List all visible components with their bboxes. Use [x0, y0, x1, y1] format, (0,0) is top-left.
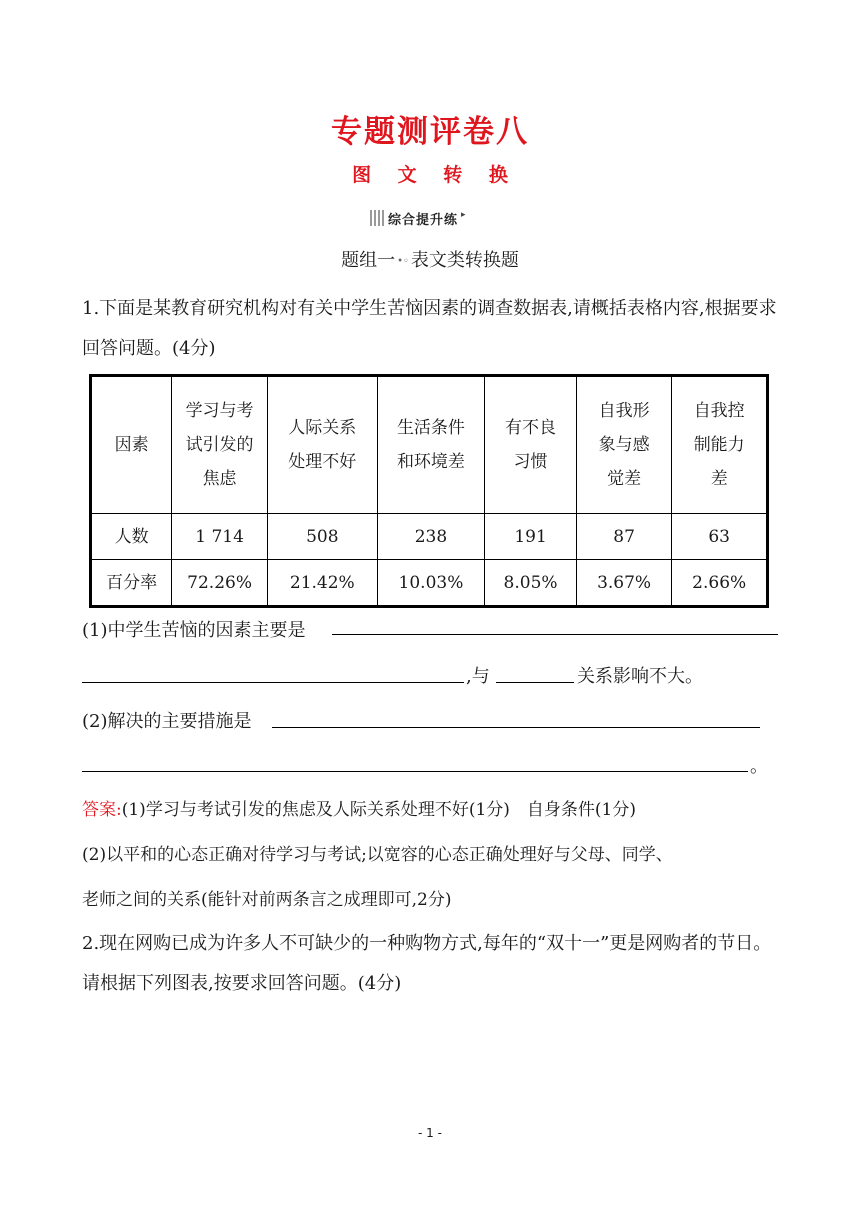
answer-blank-2a[interactable] — [272, 727, 760, 728]
table-cell: 72.26% — [172, 560, 268, 607]
header-cell: 自我控制能力差 — [672, 376, 768, 514]
sub1-suffix: 关系影响不大。 — [577, 666, 703, 687]
table-cell: 238 — [377, 514, 485, 560]
badge-arrow-icon: ▸ — [461, 210, 466, 220]
sub2-prefix: (2)解决的主要措施是 — [82, 711, 252, 732]
answer-line-1 — [82, 795, 636, 820]
table-cell: 2.66% — [672, 560, 768, 607]
header-cell: 学习与考试引发的焦虑 — [172, 376, 268, 514]
section-badge — [370, 208, 488, 228]
page-title: 专题测评卷八 — [331, 114, 529, 150]
answer-blank-1b[interactable] — [82, 682, 464, 683]
group-dots-icon: •◦ — [397, 255, 409, 267]
table-row — [91, 560, 768, 607]
table-cell: 百分率 — [91, 560, 172, 607]
group-suffix: 表文类转换题 — [410, 250, 519, 271]
table-cell: 508 — [267, 514, 377, 560]
answer-blank-1a[interactable] — [332, 634, 778, 635]
answer-line-3: 老师之间的关系(能针对前两条言之成理即可,2分) — [82, 890, 452, 910]
badge-label: 综合提升练 — [388, 212, 459, 228]
answer-blank-1c[interactable] — [496, 682, 574, 683]
answer-text-1: (1)学习与考试引发的焦虑及人际关系处理不好(1分) 自身条件(1分) — [121, 800, 636, 820]
table-header-row — [91, 376, 768, 514]
question-2-stem: 2.现在网购已成为许多人不可缺少的一种购物方式,每年的“双十一”更是网购者的节日。请根据下列图表,按要求回答问题。(4分) — [82, 933, 772, 994]
sub1-prefix: (1)中学生苦恼的因素主要是 — [82, 620, 306, 641]
answer-line-2: (2)以平和的心态正确对待学习与考试;以宽容的心态正确处理好与父母、同学、 — [82, 845, 673, 865]
table-cell: 10.03% — [377, 560, 485, 607]
header-cell: 自我形象与感觉差 — [576, 376, 672, 514]
table-cell: 87 — [576, 514, 672, 560]
table-cell: 21.42% — [267, 560, 377, 607]
table-cell: 8.05% — [485, 560, 577, 607]
table-row — [91, 514, 768, 560]
header-cell: 生活条件和环境差 — [377, 376, 485, 514]
table-cell: 人数 — [91, 514, 172, 560]
question-1-stem: 1.下面是某教育研究机构对有关中学生苦恼因素的调查数据表,请概括表格内容,根据要求回答问题。(4分) — [82, 298, 777, 359]
page-subtitle: 图 文 转 换 — [352, 164, 518, 186]
survey-table — [89, 374, 769, 608]
table-cell: 191 — [485, 514, 577, 560]
page-number: - 1 - — [418, 1126, 442, 1140]
badge-stripes-icon — [370, 210, 384, 226]
group-heading — [0, 246, 860, 272]
table-cell: 63 — [672, 514, 768, 560]
table-cell: 1 714 — [172, 514, 268, 560]
sub1-mid: ,与 — [466, 666, 490, 687]
answer-blank-2b[interactable] — [82, 771, 748, 772]
header-cell: 人际关系处理不好 — [267, 376, 377, 514]
header-cell: 因素 — [91, 376, 172, 514]
table-cell: 3.67% — [576, 560, 672, 607]
header-cell: 有不良习惯 — [485, 376, 577, 514]
sub2-end: 。 — [750, 756, 768, 777]
group-prefix: 题组一 — [341, 250, 396, 271]
answer-label: 答案: — [82, 800, 122, 820]
